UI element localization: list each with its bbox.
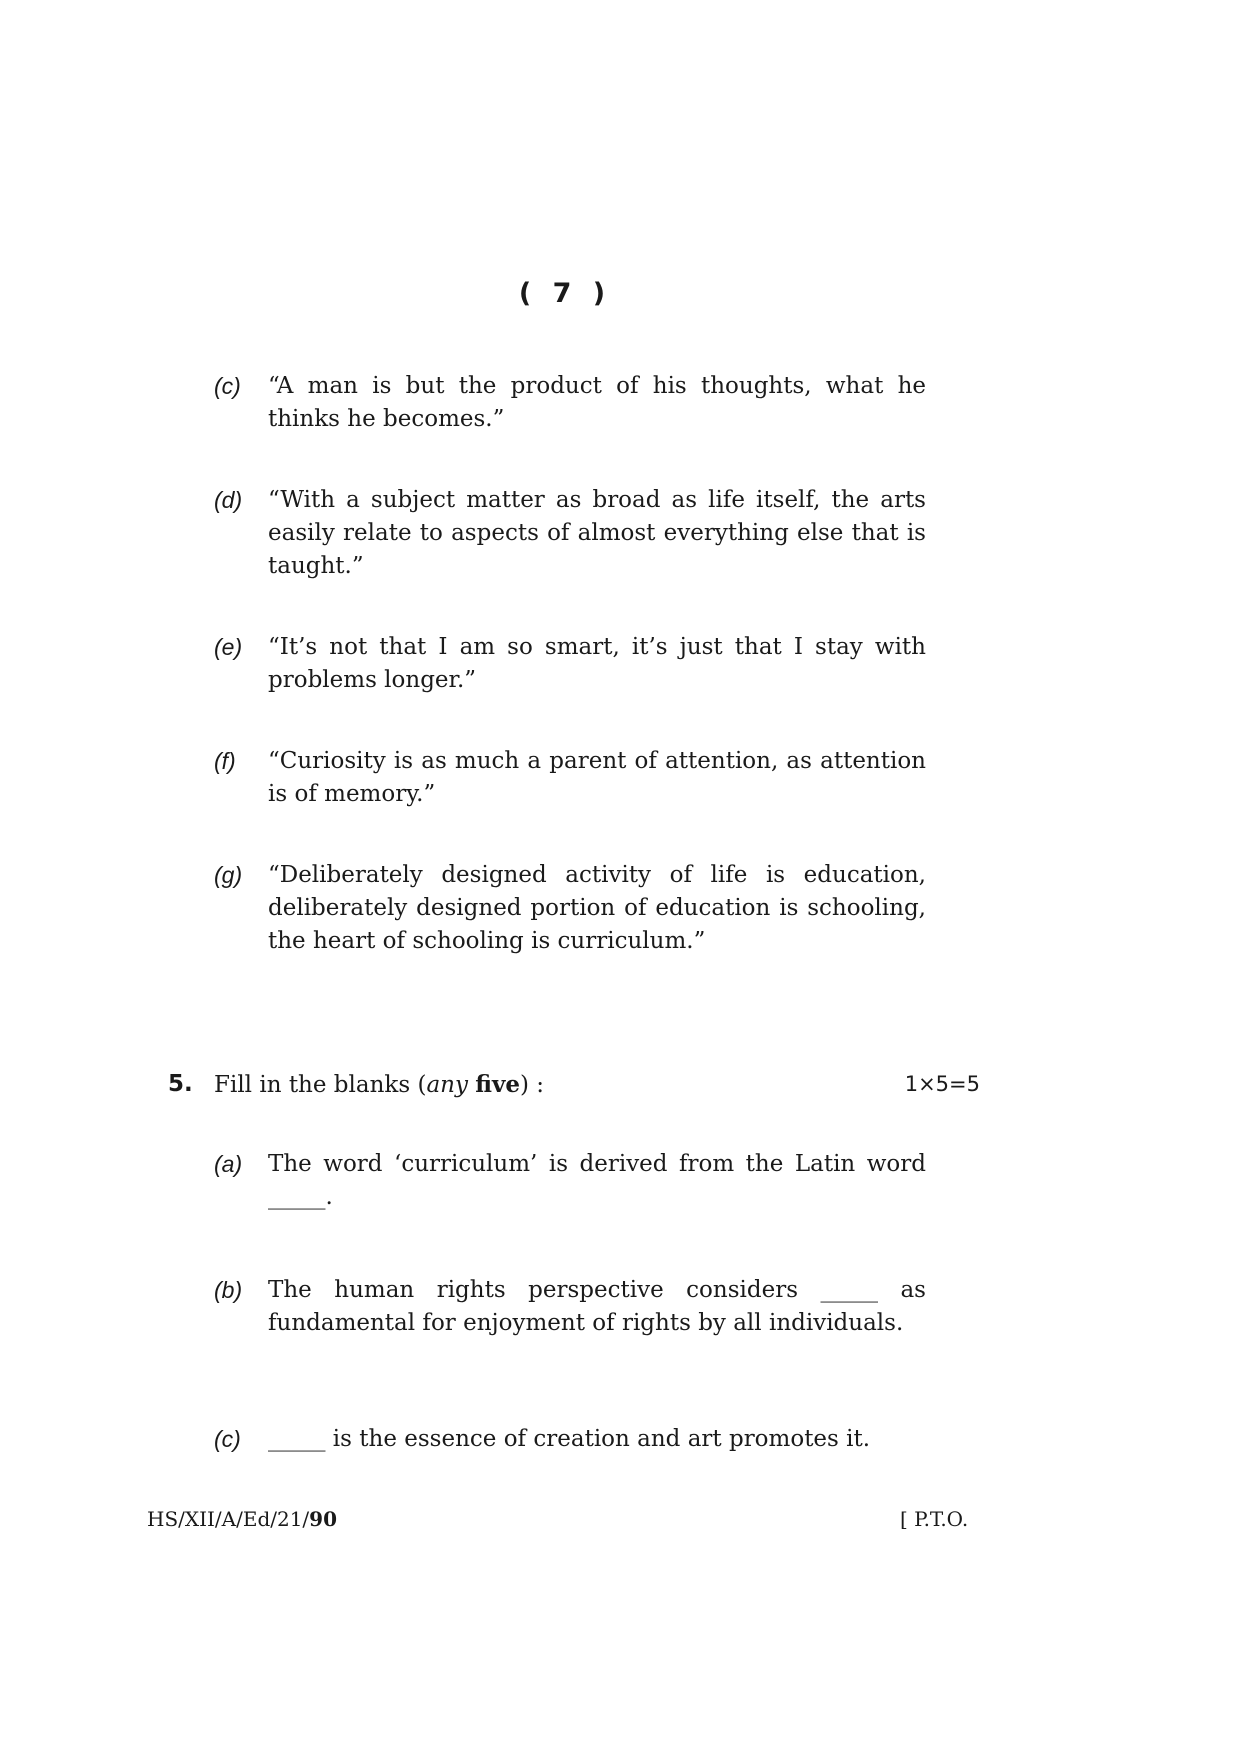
question-text-before: Fill in the blanks ( <box>214 1072 427 1098</box>
blank-b <box>214 1274 926 1340</box>
quote-text: “With a subject matter as broad as life itself, the arts easily relate to aspects of almost everything else that is taught.” <box>268 487 926 579</box>
quote-text: “A man is but the product of his thoughts, what he thinks he becomes.” <box>268 373 926 432</box>
blank-text: _____ is the essence of creation and art promotes it. <box>268 1426 871 1452</box>
quote-d <box>214 484 926 583</box>
question-any: any <box>426 1072 468 1098</box>
quote-g <box>214 859 926 958</box>
blank-c <box>214 1423 926 1456</box>
item-label: (g) <box>214 862 243 888</box>
item-label: (e) <box>214 634 243 660</box>
quote-c <box>214 370 926 436</box>
pto-label: [ P.T.O. <box>900 1507 969 1531</box>
quote-text: “Curiosity is as much a parent of attention, as attention is of memory.” <box>268 748 926 807</box>
item-label: (f) <box>214 748 236 774</box>
question-marks: 1×5=5 <box>904 1072 980 1096</box>
paper-code <box>147 1507 337 1531</box>
item-label: (c) <box>214 373 241 399</box>
blank-text: The human rights perspective considers _____ as fundamental for enjoyment of rights by all individuals. <box>268 1277 926 1336</box>
quote-e <box>214 631 926 697</box>
question-text-after: ) : <box>520 1072 545 1098</box>
page-number: ( 7 ) <box>518 278 612 309</box>
paper-code-number: 90 <box>309 1507 338 1531</box>
item-label: (b) <box>214 1277 243 1303</box>
item-label: (a) <box>214 1151 243 1177</box>
question-five: five <box>475 1071 521 1098</box>
item-label: (d) <box>214 487 243 513</box>
blank-a <box>214 1148 926 1214</box>
quote-text: “Deliberately designed activity of life is education, deliberately designed portion of education is schooling, the heart of schooling is curriculum.” <box>268 862 926 954</box>
quote-f <box>214 745 926 811</box>
paper-code-prefix: HS/XII/A/Ed/21/ <box>147 1507 310 1531</box>
item-label: (c) <box>214 1426 241 1452</box>
quote-text: “It’s not that I am so smart, it’s just that I stay with problems longer.” <box>268 634 926 693</box>
question-text <box>214 1068 544 1102</box>
blank-text: The word ‘curriculum’ is derived from the Latin word _____. <box>268 1151 926 1210</box>
question-number: 5. <box>168 1071 193 1097</box>
